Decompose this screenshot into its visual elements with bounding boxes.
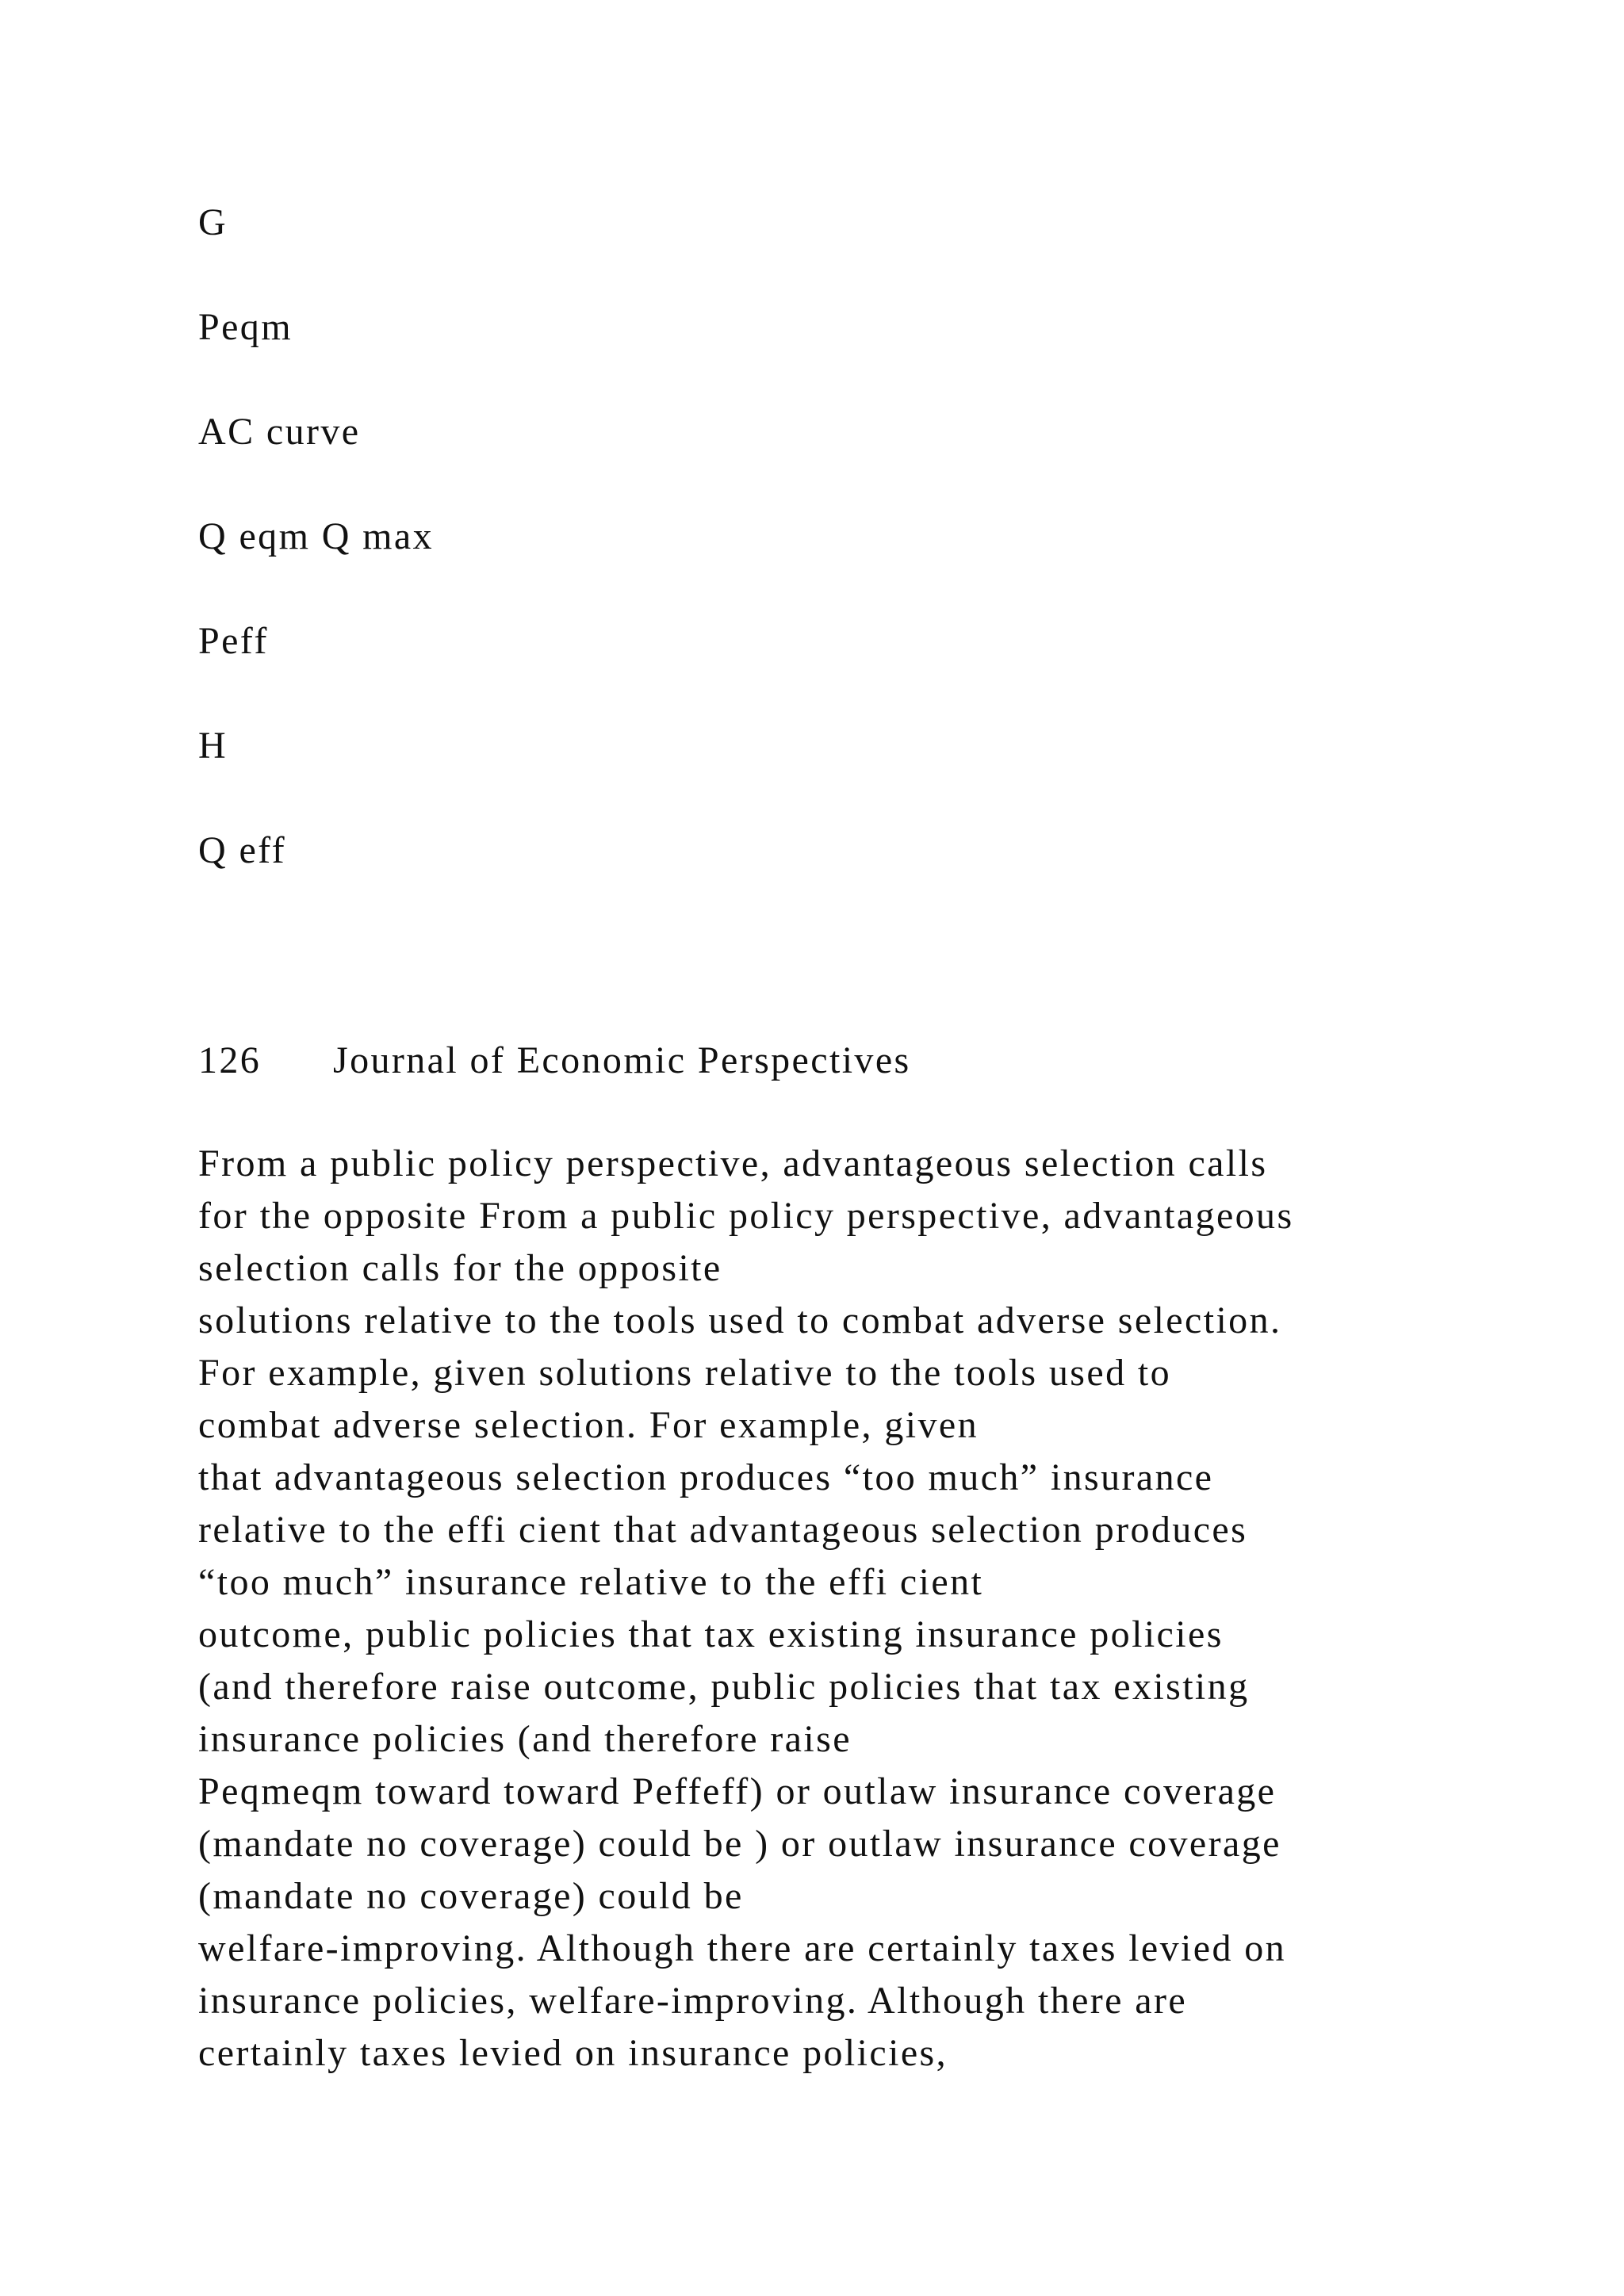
body-line: solutions relative to the tools used to combat adverse selection.: [198, 1299, 1282, 1341]
figure-label-peff: Peff: [198, 620, 269, 662]
body-line: “too much” insurance relative to the effi cient: [198, 1561, 984, 1603]
figure-label-peqm: Peqm: [198, 306, 293, 348]
body-line: From a public policy perspective, advantageous selection calls: [198, 1142, 1268, 1184]
figure-label-h: H: [198, 725, 228, 767]
body-line: For example, given solutions relative to the tools used to: [198, 1352, 1172, 1394]
body-line: that advantageous selection produces “too much” insurance: [198, 1456, 1214, 1498]
body-paragraph: [198, 1138, 1546, 2080]
body-line: insurance policies (and therefore raise: [198, 1718, 852, 1760]
body-line: Peqmeqm toward toward Peffeff) or outlaw insurance coverage: [198, 1770, 1277, 1812]
body-line: selection calls for the opposite: [198, 1247, 722, 1289]
body-line: certainly taxes levied on insurance policies,: [198, 2032, 948, 2074]
figure-label-q-eff: Q eff: [198, 829, 287, 871]
body-line: for the opposite From a public policy perspective, advantageous: [198, 1195, 1294, 1237]
body-line: relative to the effi cient that advantageous selection produces: [198, 1509, 1248, 1551]
body-line: combat adverse selection. For example, given: [198, 1404, 979, 1446]
body-line: welfare-improving. Although there are certainly taxes levied on: [198, 1927, 1287, 1969]
figure-label-q-eqm-q-max: Q eqm Q max: [198, 515, 435, 557]
body-line: (mandate no coverage) could be: [198, 1875, 744, 1917]
body-line: (mandate no coverage) could be ) or outlaw insurance coverage: [198, 1823, 1281, 1865]
body-line: insurance policies, welfare-improving. Although there are: [198, 1980, 1188, 2022]
figure-label-g: G: [198, 201, 228, 243]
page-number: 126: [198, 1039, 262, 1081]
body-line: (and therefore raise outcome, public policies that tax existing: [198, 1666, 1250, 1708]
journal-title: Journal of Economic Perspectives: [333, 1039, 911, 1081]
running-head: [198, 1035, 911, 1087]
figure-label-ac-curve: AC curve: [198, 411, 361, 453]
body-line: outcome, public policies that tax existing insurance policies: [198, 1613, 1224, 1655]
